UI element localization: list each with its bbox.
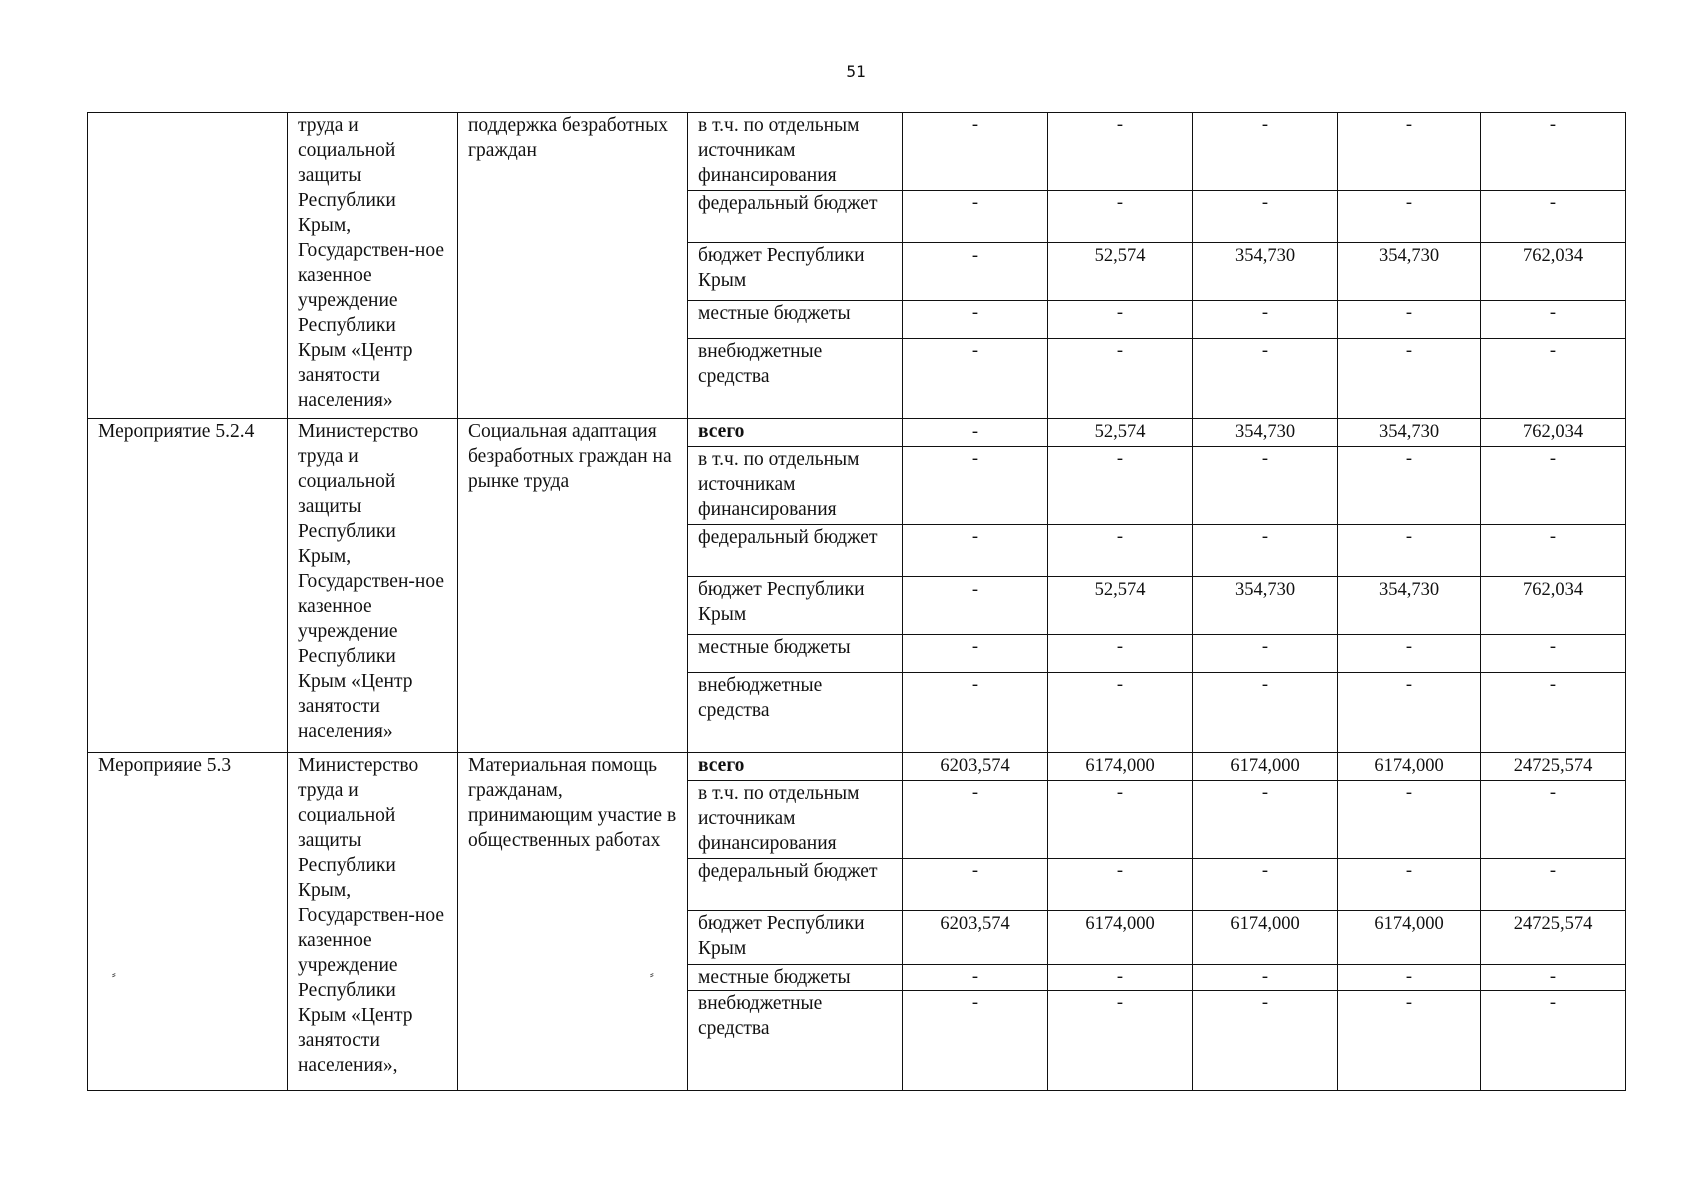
value-cell: - [1481,859,1626,911]
value-cell: - [1193,859,1338,911]
value-cell: - [1481,113,1626,191]
value-cell: - [1048,525,1193,577]
funding-source-cell: всего [688,753,903,781]
value-cell: 6174,000 [1193,911,1338,965]
value-cell: - [1338,673,1481,753]
page-number: 51 [846,62,866,81]
value-cell: - [1193,525,1338,577]
value-cell: - [903,991,1048,1091]
value-cell: - [1338,525,1481,577]
value-cell: 52,574 [1048,577,1193,635]
value-cell: - [903,965,1048,991]
value-cell: - [1193,191,1338,243]
activity-name-cell: Материальная помощь гражданам, принимающим участие в общественных работах [458,753,688,1091]
value-cell: - [1338,991,1481,1091]
activity-name-cell: Социальная адаптация безработных граждан на рынке труда [458,419,688,753]
value-cell: - [1193,965,1338,991]
value-cell: - [1481,447,1626,525]
funding-source-cell: внебюджетные средства [688,673,903,753]
funding-source-cell: всего [688,419,903,447]
value-cell: - [1048,339,1193,419]
value-cell: - [1048,301,1193,339]
funding-source-cell: внебюджетные средства [688,339,903,419]
value-cell: - [1048,673,1193,753]
value-cell: - [903,243,1048,301]
value-cell: - [1193,991,1338,1091]
value-cell: - [1048,447,1193,525]
budget-table [87,112,1626,1091]
value-cell: 24725,574 [1481,753,1626,781]
value-cell: - [1338,113,1481,191]
value-cell: - [1481,635,1626,673]
value-cell: - [1338,859,1481,911]
value-cell: - [1048,781,1193,859]
value-cell: - [1481,525,1626,577]
value-cell: 354,730 [1193,419,1338,447]
value-cell: 6174,000 [1048,911,1193,965]
value-cell: - [1338,635,1481,673]
activity-name-cell: поддержка безработных граждан [458,113,688,419]
value-cell: 6174,000 [1048,753,1193,781]
value-cell: - [1048,965,1193,991]
value-cell: 762,034 [1481,243,1626,301]
value-cell: - [1193,635,1338,673]
funding-source-cell: в т.ч. по отдельным источникам финансирования [688,781,903,859]
value-cell: - [903,191,1048,243]
value-cell: 354,730 [1338,243,1481,301]
value-cell: - [1481,991,1626,1091]
funding-source-cell: федеральный бюджет [688,859,903,911]
value-cell: - [1193,447,1338,525]
value-cell: - [1193,339,1338,419]
value-cell: - [903,447,1048,525]
value-cell: - [1338,301,1481,339]
value-cell: - [1193,673,1338,753]
value-cell: 6174,000 [1338,753,1481,781]
value-cell: 24725,574 [1481,911,1626,965]
funding-source-cell: бюджет Республики Крым [688,911,903,965]
value-cell: 354,730 [1338,577,1481,635]
value-cell: - [903,525,1048,577]
value-cell: 354,730 [1338,419,1481,447]
activity-id-cell: Мероприятие 5.2.4 [88,419,288,753]
funding-source-cell: федеральный бюджет [688,525,903,577]
scan-mark: ⸗ [650,968,654,981]
value-cell: 6203,574 [903,911,1048,965]
funding-source-cell: в т.ч. по отдельным источникам финансирования [688,113,903,191]
value-cell: - [903,673,1048,753]
value-cell: - [1338,339,1481,419]
value-cell: - [903,577,1048,635]
funding-source-cell: бюджет Республики Крым [688,243,903,301]
table-row [88,113,1626,191]
funding-source-cell: местные бюджеты [688,965,903,991]
value-cell: - [1338,781,1481,859]
value-cell: - [1193,781,1338,859]
value-cell: - [903,781,1048,859]
table-row [88,419,1626,447]
executor-cell: Министерство труда и социальной защиты Республики Крым, Государствен-ное казенное учреждение Республики Крым «Центр занятости населения» [288,419,458,753]
value-cell: 6174,000 [1193,753,1338,781]
value-cell: - [903,419,1048,447]
value-cell: - [903,635,1048,673]
value-cell: 52,574 [1048,419,1193,447]
funding-source-cell: местные бюджеты [688,301,903,339]
value-cell: - [1481,339,1626,419]
executor-cell: труда и социальной защиты Республики Крым, Государствен-ное казенное учреждение Республики Крым «Центр занятости населения» [288,113,458,419]
value-cell: 762,034 [1481,577,1626,635]
value-cell: - [1193,113,1338,191]
executor-cell: Министерство труда и социальной защиты Республики Крым, Государствен-ное казенное учреждение Республики Крым «Центр занятости населения», [288,753,458,1091]
value-cell: - [1338,965,1481,991]
value-cell: - [1481,673,1626,753]
value-cell: - [903,113,1048,191]
funding-source-cell: местные бюджеты [688,635,903,673]
value-cell: 762,034 [1481,419,1626,447]
activity-id-cell [88,113,288,419]
value-cell: 6203,574 [903,753,1048,781]
value-cell: 52,574 [1048,243,1193,301]
value-cell: - [1048,635,1193,673]
table-row [88,753,1626,781]
funding-source-cell: в т.ч. по отдельным источникам финансирования [688,447,903,525]
funding-source-cell: внебюджетные средства [688,991,903,1091]
activity-id-cell: Мероприяие 5.3 [88,753,288,1091]
value-cell: - [1048,191,1193,243]
funding-source-cell: федеральный бюджет [688,191,903,243]
value-cell: - [1048,991,1193,1091]
value-cell: - [1481,301,1626,339]
value-cell: - [1338,447,1481,525]
value-cell: - [1481,191,1626,243]
value-cell: 354,730 [1193,577,1338,635]
value-cell: - [1048,859,1193,911]
value-cell: - [1481,781,1626,859]
value-cell: 6174,000 [1338,911,1481,965]
funding-source-cell: бюджет Республики Крым [688,577,903,635]
value-cell: - [903,339,1048,419]
scan-mark: ⸗ [112,968,116,981]
value-cell: 354,730 [1193,243,1338,301]
value-cell: - [1048,113,1193,191]
value-cell: - [903,859,1048,911]
value-cell: - [1481,965,1626,991]
value-cell: - [1193,301,1338,339]
value-cell: - [1338,191,1481,243]
value-cell: - [903,301,1048,339]
